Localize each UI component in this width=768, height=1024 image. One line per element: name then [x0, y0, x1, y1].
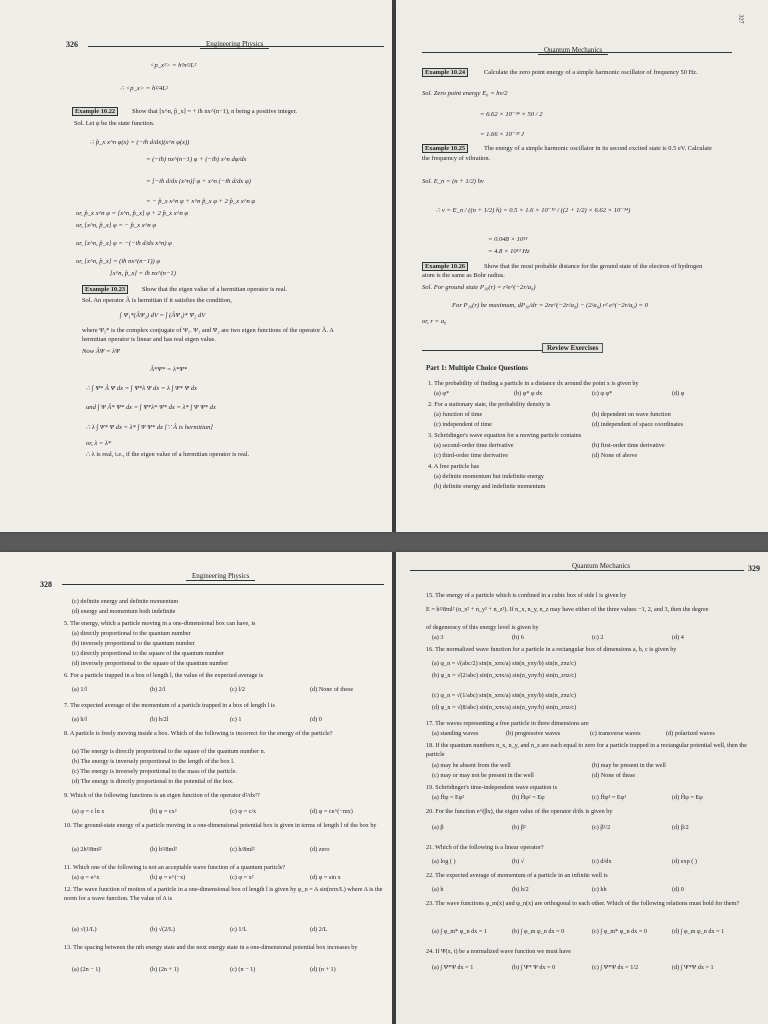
option: (c) directly proportional to the square of the quantum number	[72, 650, 225, 657]
question: 7. The expected average of the momentum of a particle trapped in a box of length l is	[64, 702, 275, 709]
option: (c) The energy is inversely proportional to the mass of the particle.	[72, 768, 238, 775]
option: (c) ∫ φ_m* φ_n dx = 0	[592, 928, 647, 935]
solution-line: or, [x^n, p̂_x] φ = −(−iħ d/dx x^n) φ	[76, 240, 172, 247]
option: (a) φ = c ln x	[72, 808, 105, 815]
option: (b) φ = e^(−x)	[150, 874, 186, 881]
option: (c) may or may not be present in the well	[432, 772, 534, 779]
scan-gap	[0, 532, 768, 552]
solution-line: where Ψ₁* is the complex conjugate of Ψ₁. Ψ₁ and Ψ₂ are two eigen functions of the operator Â. A	[82, 327, 334, 334]
question: 22. The expected average of momentum of a particle in an infinite well is	[426, 872, 608, 879]
question: 23. The wave functions φ_m(x) and φ_n(x) are orthogonal to each other. Which of the following relations must hold for them?	[426, 900, 740, 907]
question: 5. The energy, which a particle moving in a one-dimensional box can have, is	[64, 620, 256, 627]
page-327	[396, 0, 768, 532]
question: 24. If Ψ(x, t) be a normalized wave function we must have	[426, 948, 571, 955]
option: of degeneracy of this energy level is given by	[426, 624, 539, 631]
option: (a) √(1/L)	[72, 926, 97, 933]
question: 12. The wave function of motion of a particle in a one-dimensional box of length l is given by φ_n = A sin(nπx/L) where A is the norm for a wave function. The value of A is	[64, 886, 383, 902]
option: (d) exp ( )	[672, 858, 697, 865]
option: (c) d/dx	[592, 858, 612, 865]
question: 11. Which one of the following is not an acceptable wave function of a quantum particle?	[64, 864, 286, 871]
option: (a) log ( )	[432, 858, 456, 865]
example-text: Show that the most probable distance for the ground state of the electron of hydrogen	[484, 263, 703, 270]
option: (c) φ φ*	[592, 390, 613, 397]
option: (b) ∫ Ψ* Ψ dx = 0	[512, 964, 556, 971]
option: (c) h/8ml²	[230, 846, 255, 853]
option: (a) ∫ Ψ*Ψ dx = 1	[432, 964, 474, 971]
option: (a) may be absent from the well	[432, 762, 511, 769]
solution-line: or, [x^n, p̂_x] φ = − p̂_x x^n φ	[76, 222, 156, 229]
option: (b) ∫ φ_m φ_n dx = 0	[512, 928, 565, 935]
option: (c) φ = c/x	[230, 808, 257, 815]
option: (a) φ = e^x	[72, 874, 100, 881]
option: (c) definite energy and definite momentum	[72, 598, 179, 605]
option: (b) first-order time derivative	[592, 442, 665, 449]
review-exercises-banner: Review Exercises	[542, 343, 603, 353]
option: (a) 2h²/8ml²	[72, 846, 102, 853]
option: (d) None of above	[592, 452, 638, 459]
question: 9. Which of the following functions is an eigen function of the operator d²/dx²?	[64, 792, 260, 799]
option: (d) energy and momentum both indefinite	[72, 608, 176, 615]
option: (c) transverse waves	[590, 730, 641, 737]
question: 17. The waves representing a free particle in three dimensions are	[426, 720, 589, 727]
example-label: Example 10.24	[422, 68, 468, 77]
option: (c) φ = x²	[230, 874, 254, 881]
option: (d) ∫ Ψ*Ψ dx = 1	[672, 964, 714, 971]
solution-line: ∴ ∫ Ψ* Â Ψ dx = ∫ Ψ*λ Ψ dx = λ ∫ Ψ* Ψ dx	[86, 385, 198, 392]
example-label: Example 10.23	[82, 285, 128, 294]
question: 18. If the quantum numbers n_x, n_y, and n_z are each equal to zero for a particle trapped in a rectangular potential well, then the particle	[426, 742, 747, 758]
option: (a) ∫ φ_m* φ_n dx = 1	[432, 928, 487, 935]
running-header: Quantum Mechanics	[538, 46, 608, 55]
solution-line: Sol. For ground state P₁₀(r) = r²e^(−2r/a₀)	[422, 284, 536, 291]
running-header: Engineering Physics	[186, 572, 255, 581]
header-rule	[62, 584, 384, 585]
option: (d) zero	[310, 846, 330, 853]
solution-line: = 4.8 × 10¹³ Hz	[488, 248, 530, 255]
solution-line: or, λ = λ*	[86, 440, 112, 447]
solution-line: ∴ ν = E_n / ((n + 1/2) h) = 0.5 × 1.6 × 10⁻¹⁹ / ((2 + 1/2) × 6.62 × 10⁻³⁴)	[436, 207, 631, 214]
example-text: The energy of a simple harmonic oscillator in its second excited state is 0.5 eV. Calculate	[484, 145, 712, 152]
question: 19. Schrödinger's time-independent wave equation is	[426, 784, 558, 791]
solution-line: For P₁₀(r) be maximum, dP₁₀/dr = 2re^(−2r/a₀) − (2/a₀) r² e^(−2r/a₀) = 0	[452, 302, 648, 309]
option: (b) The energy is inversely proportional to the length of the box l.	[72, 758, 235, 765]
option: (d) 2/L	[310, 926, 328, 933]
question: 3. Schrödinger's wave equation for a moving particle contains	[428, 432, 582, 439]
option: (d) 0	[310, 716, 322, 723]
option: (d) φ	[672, 390, 685, 397]
option: (d) φ = sin x	[310, 874, 341, 881]
solution-line: = 1.66 × 10⁻³² J	[480, 131, 524, 138]
option: (b) 2/l	[150, 686, 166, 693]
option: (d) inversely proportional to the square of the quantum number	[72, 660, 229, 667]
question: 10. The ground-state energy of a particle moving in a one-dimensional potential box is given in terms of length l of the box by	[64, 822, 377, 829]
example-text: Show that the eigen value of a hermitian operator is real.	[142, 286, 287, 293]
option: (c) 1/L	[230, 926, 248, 933]
option: (b) Ĥφ² = Eφ	[512, 794, 545, 801]
question: 20. For the function e^(βx), the eigen value of the operator d/dx is given by	[426, 808, 613, 815]
option: (a) h/l	[72, 716, 87, 723]
equation-line: ∴ <p_x> = h²/4L²	[120, 85, 169, 92]
solution-line: ∴ λ ∫ Ψ* Ψ dx = λ* ∫ Ψ Ψ* dx [∵ Â is hermitian]	[86, 424, 213, 431]
solution-line: = 6.62 × 10⁻³⁴ × 50 / 2	[480, 111, 543, 118]
option: (a) (2n − 1)	[72, 966, 101, 973]
solution-line: = (−iħ) nx^(n−1) φ + (−iħ) x^n dφ/dx	[146, 156, 247, 163]
section-heading: Part 1: Multiple Choice Questions	[426, 364, 528, 372]
option: (c) (n − 1)	[230, 966, 256, 973]
option: (b) (2n + 1)	[150, 966, 179, 973]
solution-line: = [−iħ d/dx (x^n)] φ + x^n (−iħ d/dx φ)	[146, 178, 251, 185]
solution-line: Sol. Zero point energy E₀ = hν/2	[422, 90, 508, 97]
option: (a) h	[432, 886, 444, 893]
option: (a) function of time	[434, 411, 483, 418]
option: (b) progressive waves	[506, 730, 561, 737]
option: (d) Ĥφ = Eφ	[672, 794, 703, 801]
option: (c) kh	[592, 886, 607, 893]
option: (a) directly proportional to the quantum number	[72, 630, 191, 637]
page-326	[0, 0, 392, 532]
question: 8. A particle is freely moving inside a box. Which of the following is incorrect for the energy of the particle?	[64, 730, 333, 737]
question: 21. Which of the following is a linear operator?	[426, 844, 544, 851]
option: (d) independent of space coordinates	[592, 421, 684, 428]
question: 4. A free particle has	[428, 463, 480, 470]
solution-line: and ∫ Ψ Â* Ψ* dx = ∫ Ψ*λ* Ψ* dx = λ* ∫ Ψ Ψ* dx	[86, 404, 216, 411]
page-328	[0, 552, 392, 1024]
option: (b) φ* φ dx	[514, 390, 543, 397]
question: 16. The normalized wave function for a particle in a rectangular box of dimensions a, b, c is given by	[426, 646, 677, 653]
option: (b) φ_n = √(2/abc) sin(n_xπx/a) sin(n_yπy/b) sin(n_zπz/c)	[432, 672, 577, 679]
section-rule	[422, 350, 542, 351]
corner-page-number: 327	[737, 14, 744, 24]
solution-line: = − p̂_x x^n φ + x^n p̂_x φ + 2 p̂_x x^n φ	[146, 198, 256, 205]
option: (c) ∫ Ψ*Ψ dx = 1/2	[592, 964, 639, 971]
example-text: the frequency of vibration.	[422, 155, 491, 162]
option: (a) second-order time derivative	[434, 442, 514, 449]
option: (b) definite energy and indefinite momentum	[434, 483, 546, 490]
solution-line: Now ÂΨ = λΨ	[82, 348, 120, 355]
question: 15. The energy of a particle which is confined in a cubic box of side l is given by	[426, 592, 627, 599]
option: (b) √	[512, 858, 525, 865]
option: (a) φ_n = √(abc/2) sin(n_xπx/a) sin(n_yπy/b) sin(n_zπz/c)	[432, 660, 576, 667]
option: (b) dependent on wave function	[592, 411, 671, 418]
solution-line: Â*Ψ* = λ*Ψ*	[150, 366, 188, 373]
option: (c) β²/2	[592, 824, 611, 831]
solution-line: Sol. Let φ be the state function.	[74, 120, 155, 127]
solution-line: or, [x^n, p̂_x] = (iħ nx^(n−1)) φ	[76, 258, 161, 265]
option: (c) φ_n = √(1/abc) sin(n_xπx/a) sin(n_yπy/b) sin(n_zπz/c)	[432, 692, 576, 699]
running-header: Engineering Physics	[200, 40, 269, 49]
option: (b) φ = cx²	[150, 808, 177, 815]
option: (c) l/2	[230, 686, 245, 693]
solution-line: ∴ λ is real, i.e., if the eigen value of a hermitian operator is real.	[86, 451, 250, 458]
option: (a) φ*	[434, 390, 450, 397]
solution-line: ∴ p̂_x x^n φ(x) = (−iħ d/dx)(x^n φ(x))	[90, 139, 190, 146]
option: (d) ∫ φ_m φ_n dx = 1	[672, 928, 725, 935]
option: (a) 3	[432, 634, 444, 641]
option: (c) Ĥφ³ = Eφ²	[592, 794, 627, 801]
option: (d) polarized waves	[666, 730, 715, 737]
question: 2. For a stationary state, the probability density is	[428, 401, 551, 408]
page-number: 329	[748, 564, 760, 573]
option: (d) (n + 1)	[310, 966, 336, 973]
option: (d) φ_n = √(8/abc) sin(n_xπx/a) sin(n_yπy/b) sin(n_zπz/c)	[432, 704, 577, 711]
option: (a) standing waves	[432, 730, 479, 737]
option: (b) inversely proportional to the quantum number	[72, 640, 195, 647]
option: (a) β	[432, 824, 444, 831]
solution-line: Sol. E_n = (n + 1/2) hν	[422, 178, 484, 185]
option: (d) 0	[672, 886, 684, 893]
option: (b) h/2	[512, 886, 529, 893]
option: (b) h²/8ml²	[150, 846, 177, 853]
option: (b) β²	[512, 824, 526, 831]
option: (a) Ĥφ = Eφ²	[432, 794, 465, 801]
option: (a) 1/l	[72, 686, 87, 693]
example-text: Show that [x^n, p̂_x] = + iħ nx^(n−1), n being a positive integer.	[132, 108, 298, 115]
option: (a) The energy is directly proportional to the square of the quantum number n.	[72, 748, 266, 755]
question: 1. The probability of finding a particle in a distance dx around the point x is given by	[428, 380, 639, 387]
example-label: Example 10.25	[422, 144, 468, 153]
option: (b) √(2/L)	[150, 926, 175, 933]
solution-line: ∫ Ψ₁*(ÂΨ₂) dV = ∫ (ÂΨ₁)* Ψ₂ dV	[120, 312, 206, 319]
option: (d) φ = ce^(−mx)	[310, 808, 353, 815]
option: (a) definite momentum but indefinite energy	[434, 473, 545, 480]
solution-line: Sol. An operator Â is hermitian if it satisfies the condition,	[82, 297, 232, 304]
option: (c) 2	[592, 634, 604, 641]
option: (d) 4	[672, 634, 684, 641]
example-text: atom is the same as Bohr radius.	[422, 272, 505, 279]
page-number: 326	[66, 40, 78, 49]
option: (d) β/2	[672, 824, 689, 831]
solution-line: or, p̂_x x^n φ = [x^n, p̂_x] φ + 2 p̂_x x^n φ	[76, 210, 189, 217]
equation-line: <p_x²> = h²π²/L²	[150, 62, 197, 69]
solution-line: = 0.048 × 10¹⁵	[488, 236, 528, 243]
option: (c) independent of time	[434, 421, 492, 428]
solution-line: or, r = a₀	[422, 318, 447, 325]
option: (c) 1	[230, 716, 242, 723]
option: (b) 6	[512, 634, 524, 641]
option: (d) None of these	[310, 686, 354, 693]
option: (d) None of these	[592, 772, 636, 779]
example-text: Calculate the zero point energy of a simple harmonic oscillator of frequency 50 Hz.	[484, 69, 698, 76]
example-label: Example 10.26	[422, 262, 468, 271]
question: 6. For a particle trapped in a box of length l, the value of the expected average is	[64, 672, 264, 679]
page-number: 328	[40, 580, 52, 589]
option: (b) may be present in the well	[592, 762, 666, 769]
solution-line: hermitian operator is linear and has real eigen value.	[82, 336, 216, 343]
option: E = h²/8ml² (n_x² + n_y² + n_z²). If n_x, n_y, n_z may have either of the three values −1, 2, and 3, then the degree	[426, 606, 709, 613]
example-label: Example 10.22	[72, 107, 118, 116]
option: (d) The energy is directly proportional to the potential of the box.	[72, 778, 234, 785]
option: (c) third-order time derivative	[434, 452, 509, 459]
page-329	[396, 552, 768, 1024]
option: (b) h/2l	[150, 716, 169, 723]
question: 13. The spacing between the nth energy state and the next energy state in a one-dimensional potential box increases by	[64, 944, 358, 951]
solution-line: [x^n, p̂_x] = iħ nx^(n−1)	[110, 270, 176, 277]
running-header: Quantum Mechanics	[566, 562, 636, 571]
